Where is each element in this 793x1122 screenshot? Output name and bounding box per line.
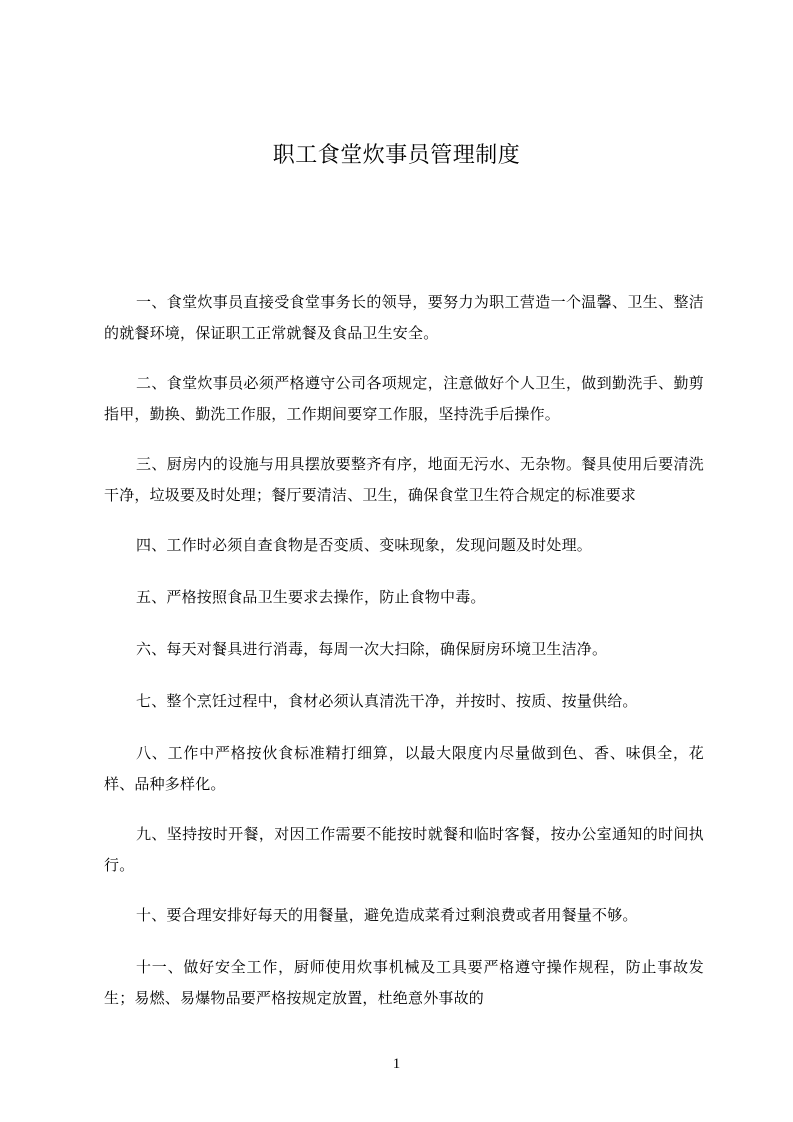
paragraph-8: 八、工作中严格按伙食标准精打细算，以最大限度内尽量做到色、香、味俱全，花样、品种多样化。 bbox=[104, 744, 704, 793]
paragraph-4: 四、工作时必须自查食物是否变质、变味现象，发现问题及时处理。 bbox=[136, 536, 593, 554]
paragraph-5: 五、严格按照食品卫生要求去操作，防止食物中毒。 bbox=[136, 588, 486, 606]
paragraph-9: 九、坚持按时开餐，对因工作需要不能按时就餐和临时客餐，按办公室通知的时间执行。 bbox=[104, 825, 704, 874]
paragraph-7: 七、整个烹饪过程中，食材必须认真清洗干净，并按时、按质、按量供给。 bbox=[136, 692, 638, 710]
document-body bbox=[104, 287, 704, 1033]
page-number: 1 bbox=[392, 1056, 401, 1072]
paragraph-1: 一、食堂炊事员直接受食堂事务长的领导，要努力为职工营造一个温馨、卫生、整洁的就餐环境，保证职工正常就餐及食品卫生安全。 bbox=[104, 293, 704, 342]
paragraph-10: 十、要合理安排好每天的用餐量，避免造成菜肴过剩浪费或者用餐量不够。 bbox=[136, 906, 638, 924]
paragraph-11: 十一、做好安全工作，厨师使用炊事机械及工具要严格遵守操作规程，防止事故发生；易燃、易爆物品要严格按规定放置，杜绝意外事故的 bbox=[104, 958, 704, 1007]
document-title: 职工食堂炊事员管理制度 bbox=[272, 143, 521, 168]
paragraph-2: 二、食堂炊事员必须严格遵守公司各项规定，注意做好个人卫生，做到勤洗手、勤剪指甲，勤换、勤洗工作服，工作期间要穿工作服，坚持洗手后操作。 bbox=[104, 374, 704, 423]
paragraph-6: 六、每天对餐具进行消毒，每周一次大扫除，确保厨房环境卫生洁净。 bbox=[136, 640, 608, 658]
paragraph-3: 三、厨房内的设施与用具摆放要整齐有序，地面无污水、无杂物。餐具使用后要清洗干净，垃圾要及时处理；餐厅要清洁、卫生，确保食堂卫生符合规定的标准要求 bbox=[104, 455, 704, 504]
